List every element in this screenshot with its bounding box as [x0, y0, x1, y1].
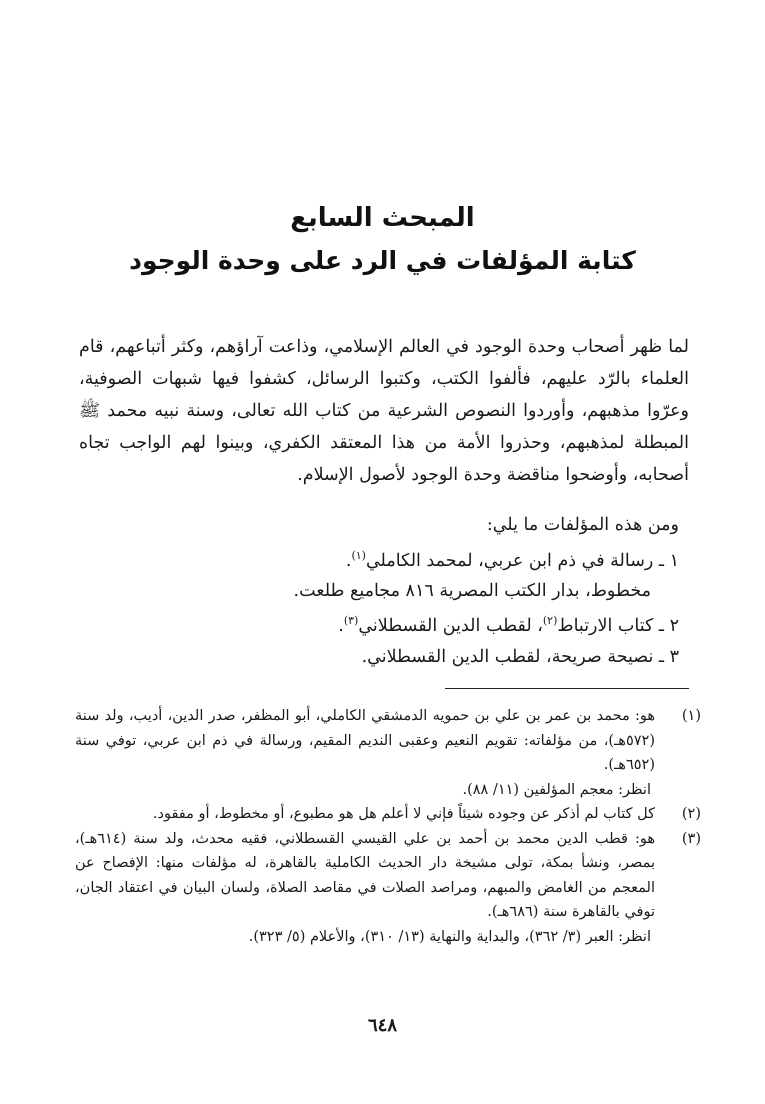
footnote-number: (٢) — [681, 806, 701, 822]
list-item-1-note: مخطوط، بدار الكتب المصرية ٨١٦ مجاميع طلعت. — [293, 580, 651, 601]
list-item-2-text-a: ٢ ـ كتاب الارتباط — [557, 616, 679, 637]
footnote-number: (٣) — [681, 830, 701, 847]
footnotes — [75, 704, 701, 949]
page-number: ٦٤٨ — [367, 1015, 397, 1036]
list-item-1: ١ ـ رسالة في ذم ابن عربي، لمحمد الكاملي$^{(١)}$. — [345, 548, 679, 571]
section-title: كتابة المؤلفات في الرد على وحدة الوجود — [129, 246, 636, 275]
footnote-divider — [445, 688, 689, 689]
list-intro: ومن هذه المؤلفات ما يلي: — [486, 515, 679, 535]
footnote-text: هو: قطب الدين محمد بن أحمد بن علي القيسي القسطلاني، فقيه محدث، ولد سنة (٦١٤هـ)، بمصر، ونشأ بمكة، تولى مشيخة دار الحديث الكاملية بالقاهرة، له مؤلفات منها: الإفصاح عن المعجم من الغامض والمبهم، ومراصد الصلات في مقاصد الصلاة، ولسان البيان في اعتقاد الجان، توفي بالقاهرة سنة (٦٨٦هـ). — [75, 830, 655, 920]
works-list — [95, 510, 695, 672]
footnote-ref-1[interactable]: (١) — [351, 548, 366, 562]
footnote-ref-3[interactable]: (٣) — [343, 614, 359, 628]
footnote-text: كل كتاب لم أذكر عن وجوده شيئاً فإني لا أعلم هل هو مطبوع، أو مخطوط، أو مفقود. — [152, 806, 655, 822]
list-item-2-text-b: ، لقطب الدين القسطلاني — [358, 616, 543, 637]
footnote — [75, 704, 701, 802]
footnote — [75, 802, 701, 827]
list-item-1-text: ١ ـ رسالة في ذم ابن عربي، لمحمد الكاملي — [365, 550, 679, 571]
footnote-source: انظر: العبر (٣/ ٣٦٢)، والبداية والنهاية (١٣/ ٣١٠)، والأعلام (٥/ ٣٢٣). — [248, 928, 651, 945]
body-paragraph-block — [79, 331, 689, 491]
footnote — [75, 827, 701, 950]
section-heading: المبحث السابع — [290, 203, 475, 233]
body-paragraph: لما ظهر أصحاب وحدة الوجود في العالم الإسلامي، وذاعت آراؤهم، وكثر أتباعهم، قام العلماء بالرّد عليهم، فألفوا الكتب، وكتبوا الرسائل، كشفوا فيها شبهات الصوفية، وعرّوا مذهبهم، وأوردوا النصوص الشرعية من كتاب الله تعالى، وسنة نبيه محمد ﷺ المبطلة لمذهبهم، وحذروا الأمة من هذا المعتقد الكفري، وبينوا لهم الواجب تجاه أصحابه، وأوضحوا مناقضة وحدة الوجود لأصول الإسلام. — [79, 337, 689, 485]
footnote-text: هو: محمد بن عمر بن علي بن حمويه الدمشقي الكاملي، أبو المظفر، صدر الدين، أديب، ولد سنة (٥٧٢هـ)، من مؤلفاته: تقويم النعيم وعقبى النديم المقيم، ورسالة في ذم ابن عربي، توفي سنة (٦٥٢هـ). — [75, 708, 655, 773]
footnote-ref-2[interactable]: (٢) — [542, 614, 558, 628]
footnote-number: (١) — [681, 708, 701, 724]
footnote-source: انظر: معجم المؤلفين (١١/ ٨٨). — [462, 781, 651, 798]
list-item-3: ٣ ـ نصيحة صريحة، لقطب الدين القسطلاني. — [361, 646, 679, 667]
list-item-2: ٢ ـ كتاب الارتباط$^{(٢)}$، لقطب الدين القسطلاني$^{(٣)}$. — [338, 614, 679, 637]
